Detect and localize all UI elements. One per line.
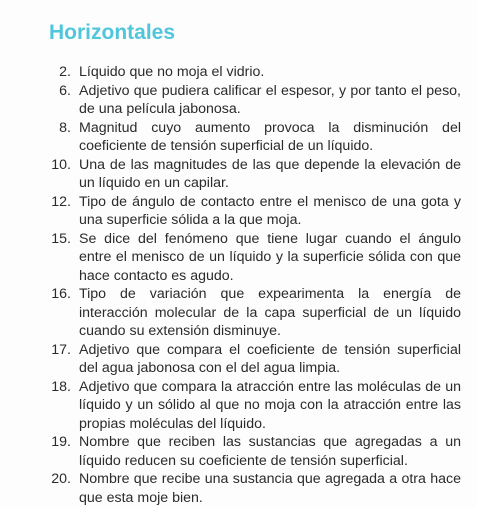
- clue-number: 20.: [51, 471, 71, 487]
- clue-number: 16.: [51, 286, 71, 302]
- clue-number: 18.: [51, 378, 71, 395]
- clue-item: [45, 82, 461, 119]
- clue-text: Adjetivo que pudiera calificar el espesor, y por tanto el peso, de una película jabonosa.: [79, 82, 461, 117]
- clue-item: [45, 193, 461, 230]
- clue-number: 19.: [51, 434, 71, 450]
- clue-list: [45, 63, 461, 507]
- clue-number: 17.: [51, 341, 71, 358]
- clue-text: Adjetivo que compara el coeficiente de tensión superficial del agua jabonosa con el del agua limpia.: [79, 341, 461, 376]
- clue-number: 2.: [59, 64, 71, 80]
- clue-text: Adjetivo que compara la atracción entre las moléculas de un líquido y un sólido al que no moja con la atracción entre las propias moléculas del líquido.: [79, 378, 461, 432]
- clue-text: Tipo de variación que expearimenta la energía de interacción molecular de la capa superficial de un líquido cuando su extensión disminuye.: [79, 286, 461, 339]
- clue-text: Magnitud cuyo aumento provoca la disminución del coeficiente de tensión superficial de un líquido.: [79, 119, 461, 154]
- clue-text: Líquido que no moja el vidrio.: [79, 64, 265, 80]
- clue-item: [45, 470, 461, 507]
- clue-item: [45, 156, 461, 193]
- clue-text: Una de las magnitudes de las que depende la elevación de un líquido en un capilar.: [79, 156, 461, 191]
- clue-item: [45, 230, 461, 286]
- clue-item: [45, 341, 461, 378]
- clue-number: 10.: [51, 156, 71, 173]
- clue-item: [45, 119, 461, 156]
- clue-item: [45, 63, 461, 82]
- clue-item: [45, 433, 461, 470]
- clue-number: 6.: [59, 82, 71, 99]
- clue-number: 8.: [59, 119, 71, 136]
- clue-text: Tipo de ángulo de contacto entre el menisco de una gota y una superficie sólida a la que moja.: [79, 193, 461, 228]
- clue-text: Nombre que recibe una sustancia que agregada a otra hace que esta moje bien.: [79, 471, 461, 506]
- section-heading: Horizontales: [49, 21, 176, 44]
- clue-text: Nombre que reciben las sustancias que agregadas a un líquido reducen su coeficiente de tensión superficial.: [79, 434, 461, 469]
- clue-item: [45, 378, 461, 434]
- clue-number: 12.: [51, 193, 71, 210]
- clue-item: [45, 285, 461, 341]
- clue-text: Se dice del fenómeno que tiene lugar cuando el ángulo entre el menisco de un líquido y la superficie sólida con que hace contacto es agudo.: [79, 230, 461, 284]
- clue-number: 15.: [51, 230, 71, 247]
